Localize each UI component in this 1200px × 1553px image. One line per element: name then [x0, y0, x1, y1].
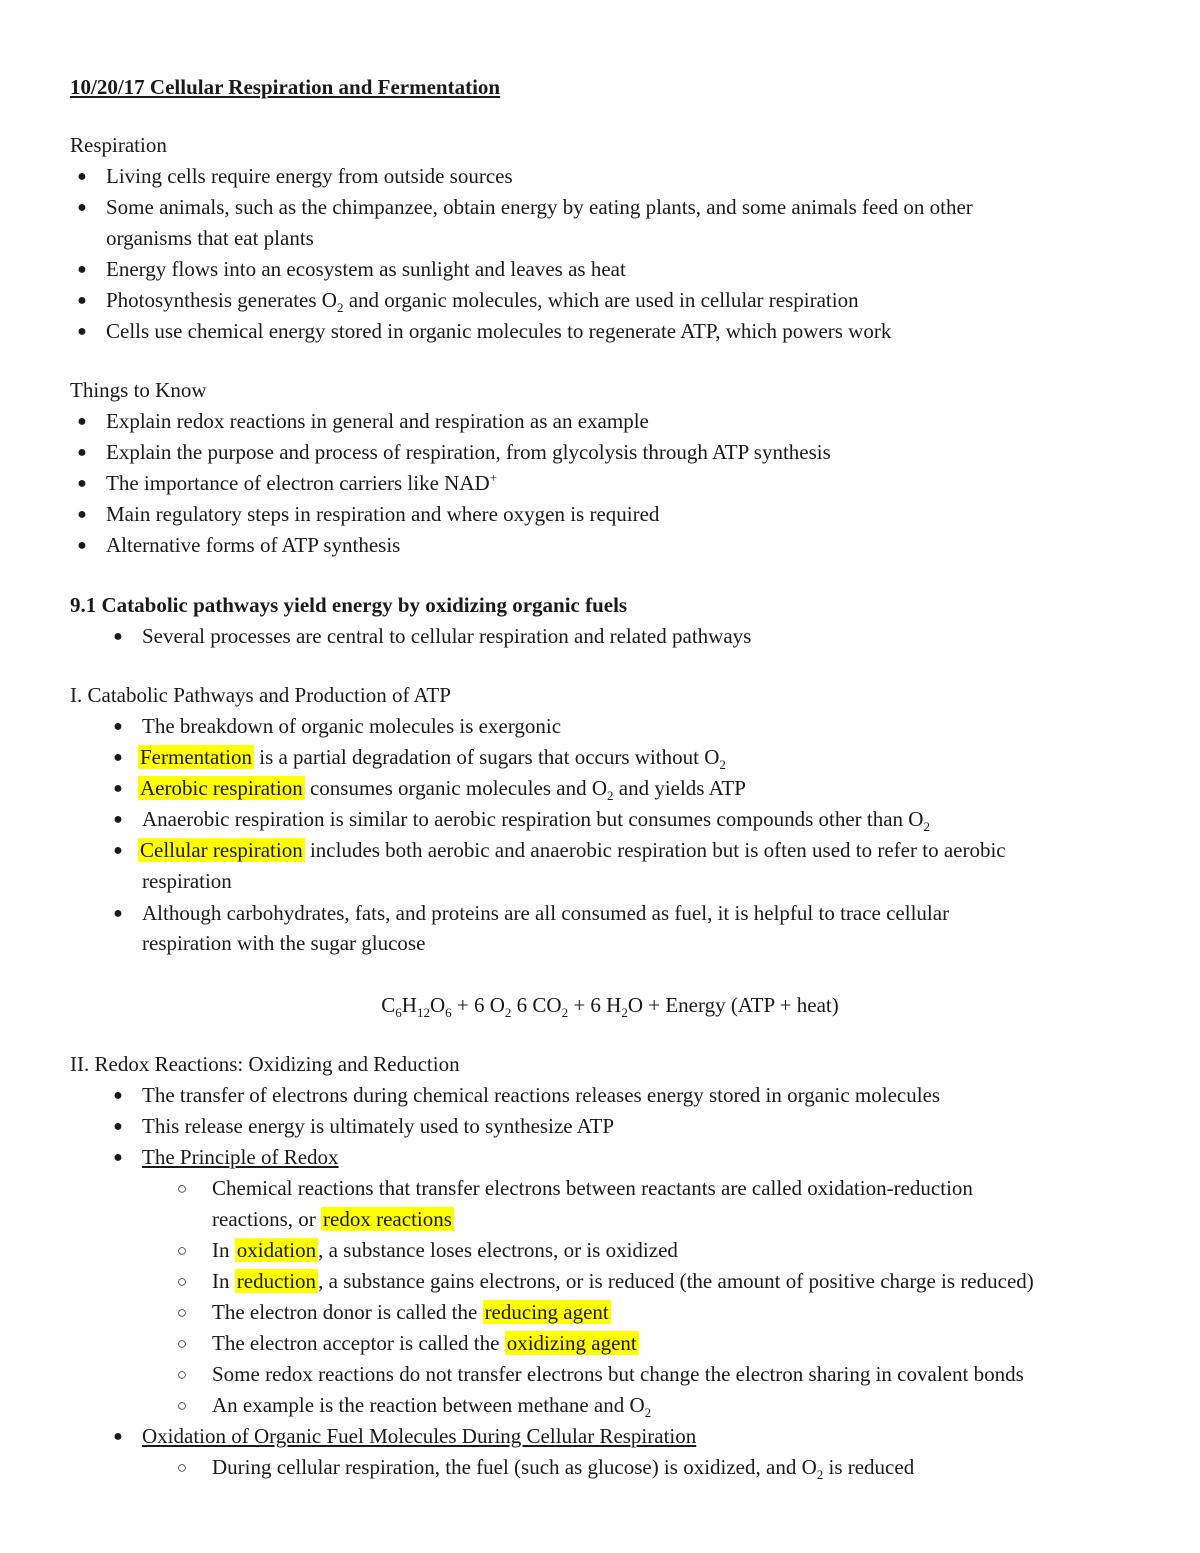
bullet-icon: ●: [77, 537, 87, 554]
bullet-icon: ●: [77, 323, 87, 340]
bullet-icon: ●: [113, 1087, 123, 1104]
section-heading-i: I. Catabolic Pathways and Production of ATP: [70, 683, 451, 707]
bullet-icon: ●: [113, 905, 123, 922]
bullet-icon: ●: [77, 292, 87, 309]
circle-bullet-icon: ○: [176, 1334, 188, 1353]
bullet-icon: ●: [113, 842, 123, 859]
bullet-icon: ●: [77, 199, 87, 216]
bullet-icon: ●: [77, 506, 87, 523]
subheading-principle-of-redox: The Principle of Redox: [142, 1145, 339, 1169]
highlighted-term: reducing agent: [484, 1300, 609, 1324]
bullet-icon: ●: [77, 413, 87, 430]
bullet-icon: ●: [113, 749, 123, 766]
bullet-icon: ●: [113, 718, 123, 735]
highlighted-term: reduction: [236, 1269, 317, 1293]
things-to-know-heading: Things to Know: [70, 378, 207, 402]
circle-bullet-icon: ○: [176, 1396, 188, 1415]
bullet-icon: ●: [77, 261, 87, 278]
highlighted-term: Cellular respiration: [140, 838, 303, 862]
bullet-icon: ●: [113, 780, 123, 797]
subheading-oxidation-of-fuel: Oxidation of Organic Fuel Molecules During Cellular Respiration: [142, 1424, 697, 1448]
bullet-icon: ●: [113, 811, 123, 828]
section-heading-9-1: 9.1 Catabolic pathways yield energy by oxidizing organic fuels: [70, 593, 628, 617]
section-heading-ii: II. Redox Reactions: Oxidizing and Reduction: [70, 1052, 460, 1076]
circle-bullet-icon: ○: [176, 1179, 188, 1198]
highlighted-term: redox reactions: [323, 1207, 452, 1231]
bullet-icon: ●: [77, 444, 87, 461]
bullet-icon: ●: [113, 1118, 123, 1135]
highlighted-term: Aerobic respiration: [140, 776, 303, 800]
circle-bullet-icon: ○: [176, 1241, 188, 1260]
bullet-icon: ●: [77, 475, 87, 492]
highlighted-term: Fermentation: [140, 745, 252, 769]
bullet-icon: ●: [77, 168, 87, 185]
respiration-equation: $C_6H_{12}O_6 + 6$ $O_2$ 6 $CO_2 + 6$ $H_2O$ + Energy (ATP + heat): [381, 993, 839, 1021]
respiration-heading: Respiration: [70, 133, 167, 157]
document-title: 10/20/17 Cellular Respiration and Fermentation: [70, 75, 501, 99]
highlighted-term: oxidizing agent: [506, 1331, 637, 1355]
highlighted-term: oxidation: [236, 1238, 317, 1262]
bullet-icon: ●: [113, 628, 123, 645]
bullet-icon: ●: [113, 1428, 123, 1445]
circle-bullet-icon: ○: [176, 1303, 188, 1322]
circle-bullet-icon: ○: [176, 1272, 188, 1291]
circle-bullet-icon: ○: [176, 1365, 188, 1384]
bullet-icon: ●: [113, 1149, 123, 1166]
circle-bullet-icon: ○: [176, 1458, 188, 1477]
